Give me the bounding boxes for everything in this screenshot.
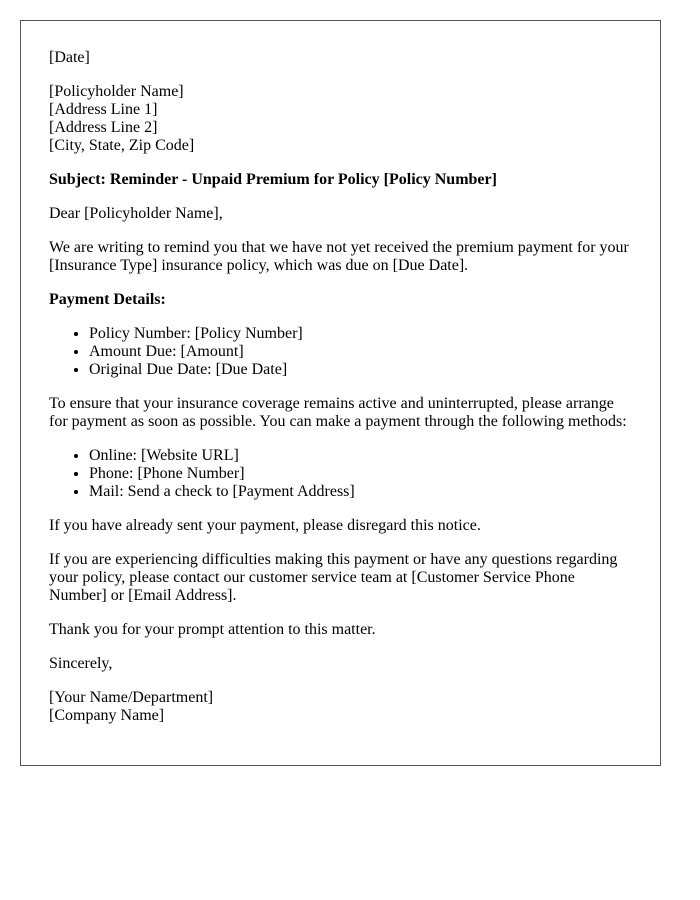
signature [49, 689, 632, 725]
city-state-zip: [City, State, Zip Code] [49, 137, 195, 154]
address-line-1: [Address Line 1] [49, 101, 158, 118]
thanks-paragraph: Thank you for your prompt attention to this matter. [49, 621, 376, 638]
contact-paragraph: If you are experiencing difficulties making this payment or have any questions regarding your policy, please contact our customer service team at [Customer Service Phone Number] or [Email Address]. [49, 551, 618, 604]
list-item: • Amount Due: [Amount] [89, 343, 632, 361]
recipient-address [49, 83, 632, 155]
payment-details-list [49, 325, 632, 379]
payment-methods-list [49, 447, 632, 501]
salutation: Dear [Policyholder Name], [49, 205, 223, 222]
address-line-2: [Address Line 2] [49, 119, 158, 136]
list-item: • Original Due Date: [Due Date] [89, 361, 632, 379]
disregard-paragraph: If you have already sent your payment, please disregard this notice. [49, 517, 481, 534]
closing: Sincerely, [49, 655, 113, 672]
signature-company: [Company Name] [49, 707, 165, 724]
letter [20, 20, 661, 766]
intro-paragraph: We are writing to remind you that we have not yet received the premium payment for your [Insurance Type] insurance policy, which was due on [Due Date]. [49, 239, 629, 274]
methods-intro: To ensure that your insurance coverage remains active and uninterrupted, please arrange for payment as soon as possible. You can make a payment through the following methods: [49, 395, 627, 430]
list-item: • Online: [Website URL] [89, 447, 632, 465]
date: [Date] [49, 49, 90, 66]
list-item: • Policy Number: [Policy Number] [89, 325, 632, 343]
list-item: • Mail: Send a check to [Payment Address] [89, 483, 632, 501]
list-item: • Phone: [Phone Number] [89, 465, 632, 483]
payment-details-heading: Payment Details: [49, 291, 166, 308]
signature-name: [Your Name/Department] [49, 689, 214, 706]
subject-line: Subject: Reminder - Unpaid Premium for Policy [Policy Number] [49, 171, 497, 188]
recipient-name: [Policyholder Name] [49, 83, 184, 100]
